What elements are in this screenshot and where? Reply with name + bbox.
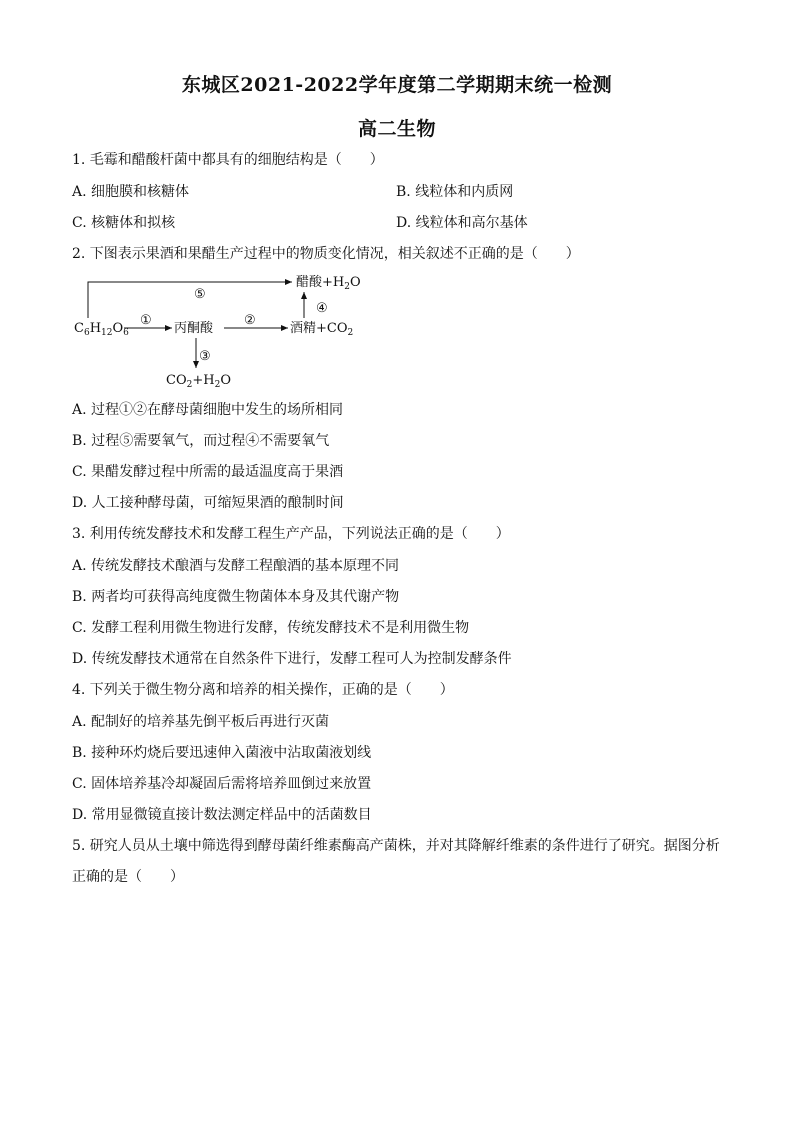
q1-stem: 1. 毛霉和醋酸杆菌中都具有的细胞结构是（ ） — [72, 152, 384, 168]
q1-option-b: B. 线粒体和内质网 — [396, 184, 514, 200]
q3-option-a: A. 传统发酵技术酿酒与发酵工程酿酒的基本原理不同 — [72, 558, 400, 574]
step2-label: ② — [244, 313, 256, 328]
q4-option-a: A. 配制好的培养基先倒平板后再进行灭菌 — [72, 714, 330, 730]
q5-stem-line2: 正确的是（ ） — [72, 869, 184, 885]
q3-stem: 3. 利用传统发酵技术和发酵工程生产产品，下列说法正确的是（ ） — [72, 526, 510, 542]
step5-label: ⑤ — [194, 287, 206, 302]
q3-option-b: B. 两者均可获得高纯度微生物菌体本身及其代谢产物 — [72, 589, 400, 605]
step5-arrow — [88, 282, 292, 318]
q2-option-a: A. 过程①②在酵母菌细胞中发生的场所相同 — [72, 402, 344, 418]
q4-option-b: B. 接种环灼烧后要迅速伸入菌液中沾取菌液划线 — [72, 745, 372, 761]
q4-option-c: C. 固体培养基冷却凝固后需将培养皿倒过来放置 — [72, 776, 372, 792]
step1-label: ① — [140, 313, 152, 328]
q1-option-c: C. 核糖体和拟核 — [72, 215, 176, 231]
q3-option-c: C. 发酵工程利用微生物进行发酵，传统发酵技术不是利用微生物 — [72, 620, 470, 636]
step4-label: ④ — [316, 301, 328, 316]
q2-stem: 2. 下图表示果酒和果醋生产过程中的物质变化情况，相关叙述不正确的是（ ） — [72, 246, 580, 262]
pyruvate-label: 丙酮酸 — [174, 321, 214, 336]
step3-label: ③ — [199, 349, 211, 364]
subject-title: 高二生物 — [357, 118, 436, 140]
q1-option-a: A. 细胞膜和核糖体 — [72, 184, 190, 200]
exam-title: 东城区2021-2022学年度第二学期期末统一检测 — [181, 74, 613, 96]
q4-option-d: D. 常用显微镜直接计数法测定样品中的活菌数目 — [72, 807, 372, 823]
alcohol-co2-label: 酒精$+CO_2$ — [290, 321, 354, 338]
acetic-water-label: 醋酸$+H_2O$ — [296, 275, 361, 292]
q2-option-d: D. 人工接种酵母菌，可缩短果酒的酿制时间 — [72, 495, 344, 511]
q2-option-c: C. 果醋发酵过程中所需的最适温度高于果酒 — [72, 464, 344, 480]
q5-stem-line1: 5. 研究人员从土壤中筛选得到酵母菌纤维素酶高产菌株，并对其降解纤维素的条件进行了研究。据图分析 — [72, 838, 720, 854]
q3-option-d: D. 传统发酵技术通常在自然条件下进行，发酵工程可人为控制发酵条件 — [72, 651, 512, 667]
q2-option-b: B. 过程⑤需要氧气，而过程④不需要氧气 — [72, 433, 330, 449]
q1-option-d: D. 线粒体和高尔基体 — [396, 215, 528, 231]
q4-stem: 4. 下列关于微生物分离和培养的相关操作，正确的是（ ） — [72, 682, 454, 698]
glucose-label: $C_6H_{12}O_6$ — [74, 321, 129, 338]
co2-water-label: $CO_2+H_2O$ — [166, 373, 231, 390]
